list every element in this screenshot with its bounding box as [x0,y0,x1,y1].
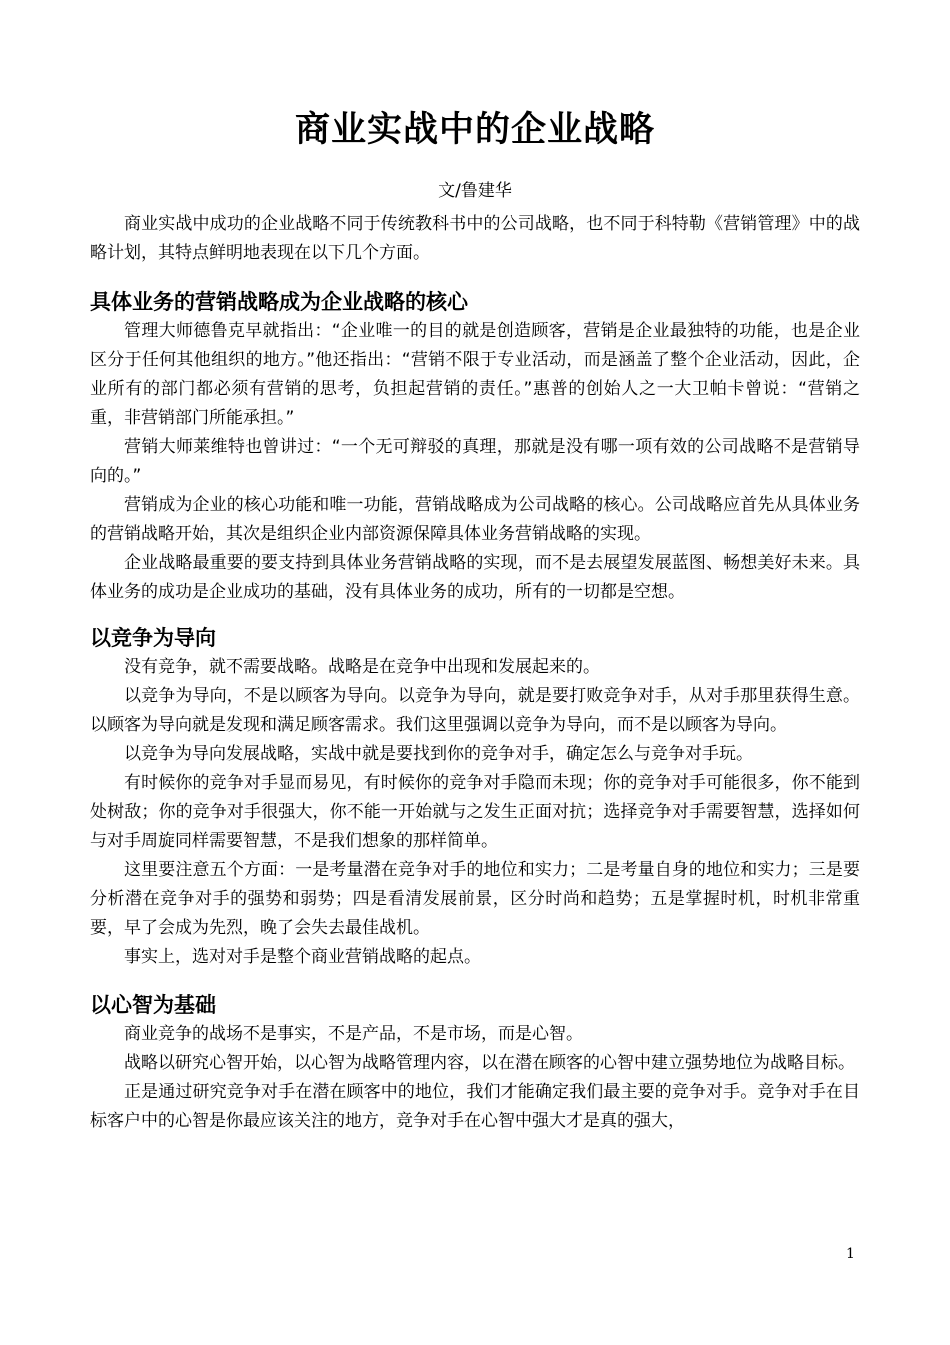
paragraph: 营销成为企业的核心功能和唯一功能，营销战略成为公司战略的核心。公司战略应首先从具体业务的营销战略开始，其次是组织企业内部资源保障具体业务营销战略的实现。 [90,495,860,544]
section-mind-based [90,990,860,1136]
document-page [90,100,860,1136]
paragraph: 管理大师德鲁克早就指出：“企业唯一的目的就是创造顾客，营销是企业最独特的功能，也是企业区分于任何其他组织的地方。”他还指出：“营销不限于专业活动，而是涵盖了整个企业活动，因此，企业所有的部门都必须有营销的思考，负担起营销的责任。”惠普的创始人之一大卫帕卡曾说：“营销之重，非营销部门所能承担。” [90,321,860,428]
paragraph: 营销大师莱维特也曾讲过：“一个无可辩驳的真理，那就是没有哪一项有效的公司战略不是营销导向的。” [90,437,860,486]
paragraph: 没有竞争，就不需要战略。战略是在竞争中出现和发展起来的。 [124,657,600,677]
paragraph: 以竞争为导向，不是以顾客为导向。以竞争为导向，就是要打败竞争对手，从对手那里获得生意。以顾客为导向就是发现和满足顾客需求。我们这里强调以竞争为导向，而不是以顾客为导向。 [90,686,860,735]
section-heading: 以心智为基础 [90,993,216,1017]
document-title: 商业实战中的企业战略 [294,110,655,150]
document-author: 文/鲁建华 [438,181,512,201]
section-marketing-strategy-core [90,287,860,607]
section-competition-oriented [90,623,860,972]
paragraph: 正是通过研究竞争对手在潜在顾客中的地位，我们才能确定我们最主要的竞争对手。竞争对手在目标客户中的心智是你最应该关注的地方，竞争对手在心智中强大才是真的强大， [90,1082,860,1131]
paragraph: 以竞争为导向发展战略，实战中就是要找到你的竞争对手，确定怎么与竞争对手玩。 [124,744,753,764]
paragraph: 企业战略最重要的要支持到具体业务营销战略的实现，而不是去展望发展蓝图、畅想美好未来。具体业务的成功是企业成功的基础，没有具体业务的成功，所有的一切都是空想。 [90,553,860,602]
section-heading: 以竞争为导向 [90,626,216,650]
intro-paragraph: 商业实战中成功的企业战略不同于传统教科书中的公司战略，也不同于科特勒《营销管理》中的战略计划，其特点鲜明地表现在以下几个方面。 [90,214,860,263]
paragraph: 事实上，选对对手是整个商业营销战略的起点。 [124,947,481,967]
paragraph: 商业竞争的战场不是事实，不是产品，不是市场，而是心智。 [124,1024,583,1044]
paragraph: 这里要注意五个方面：一是考量潜在竞争对手的地位和实力；二是考量自身的地位和实力；三是要分析潜在竞争对手的强势和弱势；四是看清发展前景，区分时尚和趋势；五是掌握时机，时机非常重要，早了会成为先烈，晚了会失去最佳战机。 [90,860,860,938]
paragraph: 战略以研究心智开始，以心智为战略管理内容，以在潜在顾客的心智中建立强势地位为战略目标。 [124,1053,855,1073]
page-number: 1 [846,1246,855,1262]
paragraph: 有时候你的竞争对手显而易见，有时候你的竞争对手隐而未现；你的竞争对手可能很多，你不能到处树敌；你的竞争对手很强大，你不能一开始就与之发生正面对抗；选择竞争对手需要智慧，选择如何与对手周旋同样需要智慧，不是我们想象的那样简单。 [90,773,860,851]
section-heading: 具体业务的营销战略成为企业战略的核心 [90,290,468,314]
